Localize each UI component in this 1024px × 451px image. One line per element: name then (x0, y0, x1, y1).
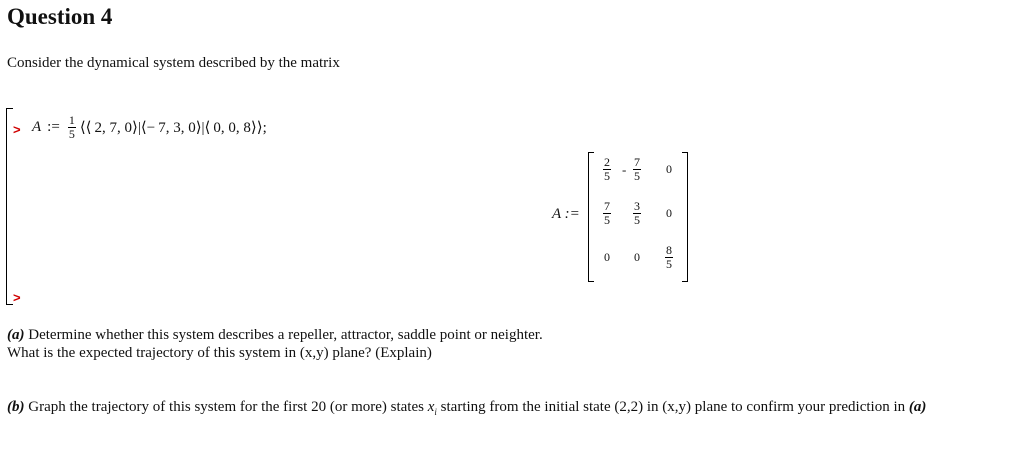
intro-text: Consider the dynamical system described by the matrix (7, 55, 340, 71)
part-a-label: (a) (7, 327, 25, 343)
scalar-denominator: 5 (68, 127, 75, 141)
matrix-numerator: 2 (604, 155, 610, 169)
matrix-sign: - (622, 162, 627, 177)
matrix-cell (626, 156, 648, 183)
matrix-fraction (665, 244, 673, 271)
matrix-numerator: 7 (604, 199, 610, 213)
part-b-label: (b) (7, 399, 25, 415)
assign-operator: := (47, 119, 60, 135)
matrix-value: 0 (604, 250, 610, 264)
matrix-value: 0 (666, 206, 672, 220)
matrix-left-bracket (588, 152, 594, 282)
state-variable: x (427, 399, 435, 415)
part-b-text-after: starting from the initial state (2,2) in (x,y) plane to confirm your prediction in (436, 399, 909, 415)
matrix-cell (626, 200, 648, 227)
result-label: A := (552, 206, 580, 222)
matrix-cell (596, 156, 618, 183)
matrix-fraction (603, 200, 611, 227)
matrix-denominator: 5 (604, 213, 610, 227)
matrix-cell (596, 251, 618, 264)
matrix-fraction (633, 200, 641, 227)
matrix-numerator: 3 (634, 199, 640, 213)
command-matrix-args: ⟨⟨ 2, 7, 0⟩|⟨− 7, 3, 0⟩|⟨ 0, 0, 8⟩⟩; (79, 120, 267, 136)
matrix-cell (596, 200, 618, 227)
matrix-cell (626, 251, 648, 264)
question-title: Question 4 (7, 4, 113, 29)
maple-prompt-2[interactable]: > (13, 290, 21, 305)
execution-group-bracket[interactable] (6, 108, 13, 295)
matrix-numerator: 8 (666, 243, 672, 257)
command-variable: A (32, 119, 42, 135)
part-a-line1 (7, 327, 543, 344)
part-a-text: Determine whether this system describes a repeller, attractor, saddle point or neighter. (24, 327, 543, 343)
matrix-denominator: 5 (604, 169, 610, 183)
part-a-line2: What is the expected trajectory of this system in (x,y) plane? (Explain) (7, 345, 432, 361)
scalar-fraction (68, 114, 76, 141)
matrix-cell (658, 244, 680, 271)
part-b-reference: (a) (908, 399, 927, 415)
part-b-text (7, 399, 926, 417)
matrix-right-bracket (682, 152, 688, 282)
matrix-fraction (633, 156, 641, 183)
matrix-value: 0 (666, 162, 672, 176)
matrix-fraction (603, 156, 611, 183)
execution-group-bracket-end[interactable] (6, 288, 13, 305)
matrix-cell (658, 163, 680, 176)
matrix-value: 0 (634, 250, 640, 264)
matrix-denominator: 5 (666, 257, 672, 271)
maple-prompt-1: > (13, 122, 21, 137)
state-subscript: i (434, 407, 437, 417)
result-matrix (588, 152, 688, 282)
scalar-numerator: 1 (68, 113, 75, 127)
part-b-text-before: Graph the trajectory of this system for the first 20 (or more) states (24, 399, 428, 415)
matrix-numerator: 7 (634, 155, 640, 169)
matrix-cell (658, 207, 680, 220)
matrix-denominator: 5 (634, 169, 640, 183)
matrix-denominator: 5 (634, 213, 640, 227)
maple-input-command[interactable] (32, 114, 267, 141)
